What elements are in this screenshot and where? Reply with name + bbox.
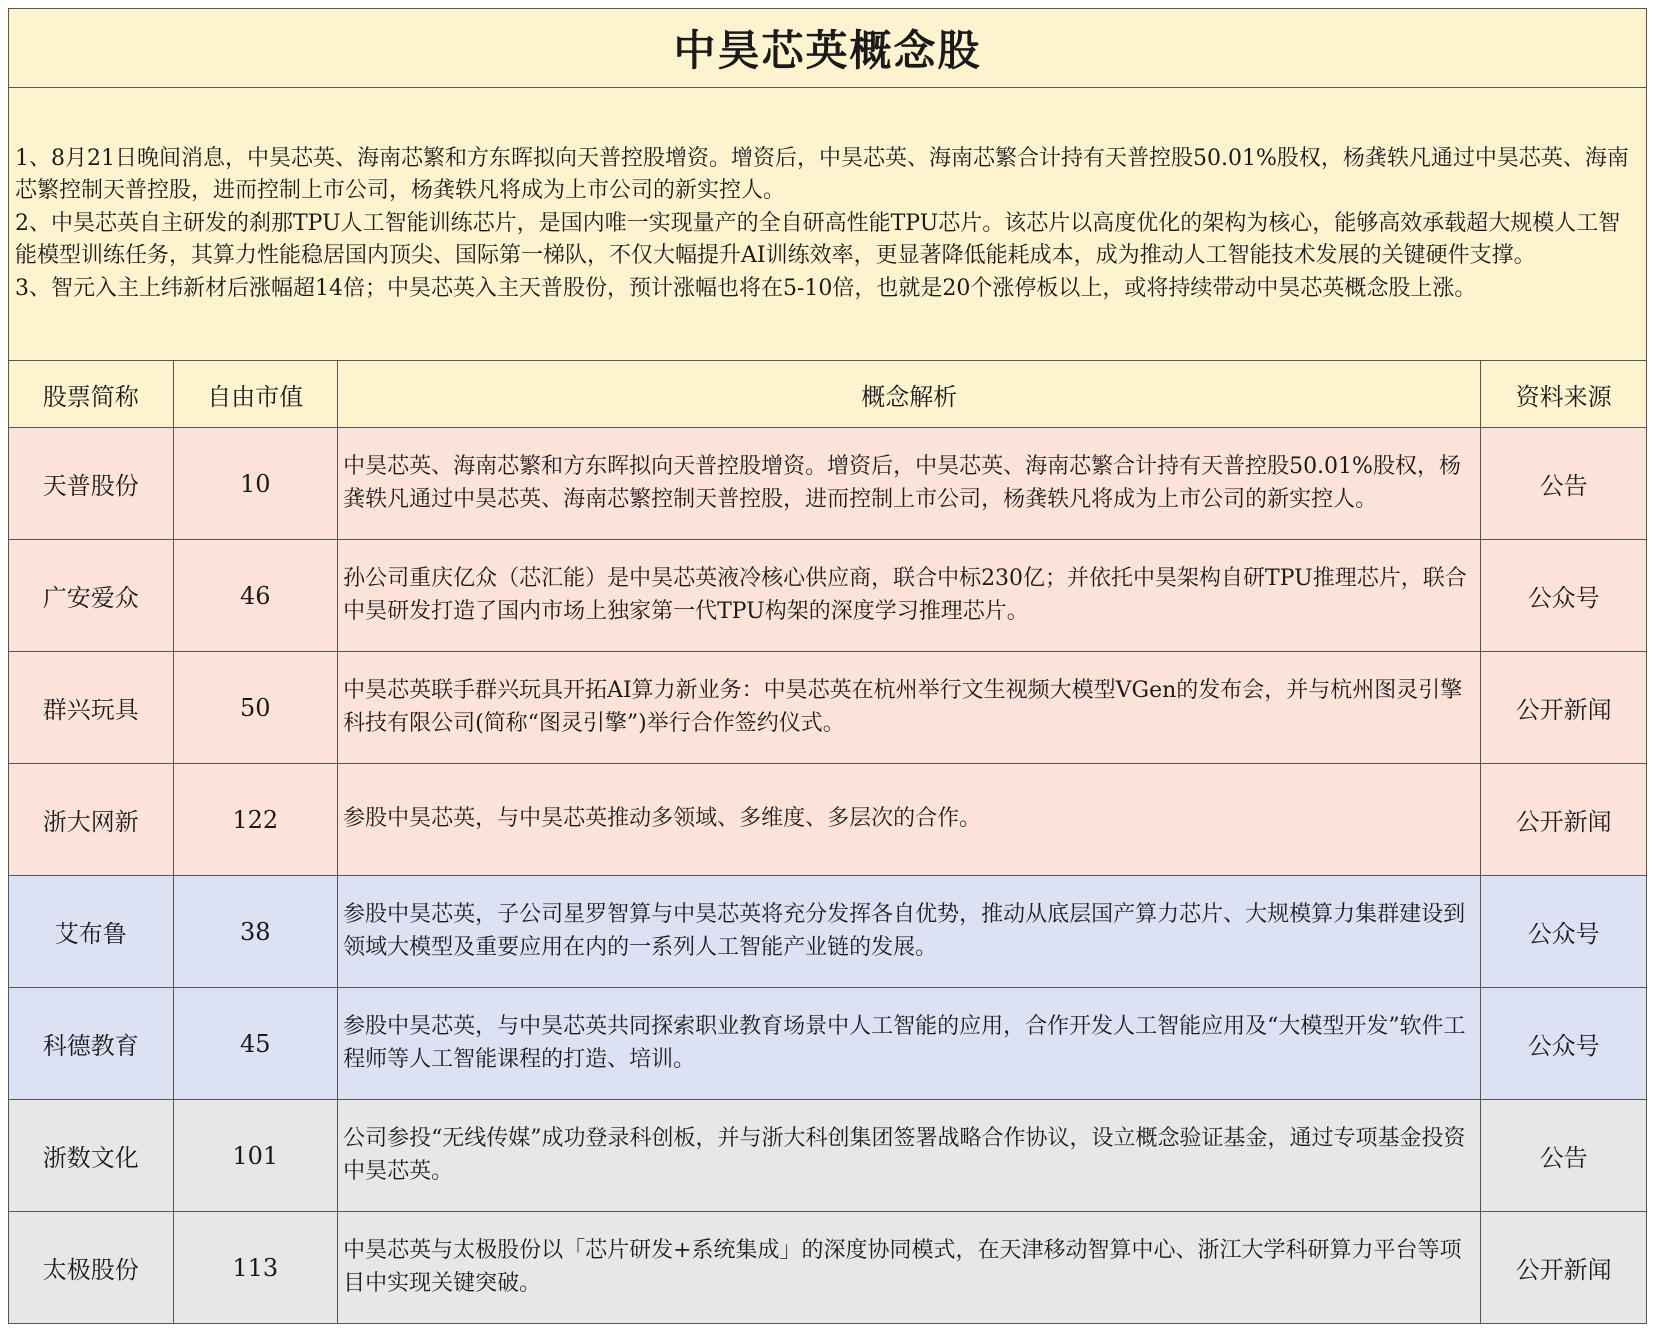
concept-analysis: 参股中昊芯英，与中昊芯英推动多领域、多维度、多层次的合作。 xyxy=(338,764,1481,876)
source: 公开新闻 xyxy=(1481,652,1647,764)
stock-name: 浙数文化 xyxy=(9,1100,174,1212)
stock-name: 群兴玩具 xyxy=(9,652,174,764)
table-row xyxy=(9,652,1647,764)
source: 公告 xyxy=(1481,428,1647,540)
table-header-row xyxy=(9,361,1647,428)
market-value: 50 xyxy=(173,652,338,764)
intro-point-3: 3、智元入主上纬新材后涨幅超14倍；中昊芯英入主天普股份，预计涨幅也将在5-10倍，也就是20个涨停板以上，或将持续带动中昊芯英概念股上涨。 xyxy=(15,275,1477,301)
table-row xyxy=(9,876,1647,988)
concept-stock-table xyxy=(8,8,1647,1324)
table-row xyxy=(9,1212,1647,1324)
table-row xyxy=(9,428,1647,540)
header-source: 资料来源 xyxy=(1481,361,1647,428)
concept-stock-sheet xyxy=(8,8,1647,1323)
intro-summary xyxy=(9,88,1647,361)
table-row xyxy=(9,988,1647,1100)
stock-name: 科德教育 xyxy=(9,988,174,1100)
table-row xyxy=(9,540,1647,652)
market-value: 46 xyxy=(173,540,338,652)
intro-point-1: 1、8月21日晚间消息，中昊芯英、海南芯繁和方东晖拟向天普控股增资。增资后，中昊芯英、海南芯繁合计持有天普控股50.01%股权，杨龚轶凡通过中昊芯英、海南芯繁控制天普控股，进而控制上市公司，杨龚轶凡将成为上市公司的新实控人。 xyxy=(15,145,1629,204)
concept-analysis: 参股中昊芯英，子公司星罗智算与中昊芯英将充分发挥各自优势，推动从底层国产算力芯片、大规模算力集群建设到领域大模型及重要应用在内的一系列人工智能产业链的发展。 xyxy=(338,876,1481,988)
source: 公众号 xyxy=(1481,988,1647,1100)
source: 公告 xyxy=(1481,1100,1647,1212)
header-concept-analysis: 概念解析 xyxy=(338,361,1481,428)
market-value: 45 xyxy=(173,988,338,1100)
source: 公开新闻 xyxy=(1481,1212,1647,1324)
market-value: 10 xyxy=(173,428,338,540)
stock-name: 广安爱众 xyxy=(9,540,174,652)
concept-analysis: 中昊芯英联手群兴玩具开拓AI算力新业务：中昊芯英在杭州举行文生视频大模型VGen的发布会，并与杭州图灵引擎科技有限公司(简称“图灵引擎”)举行合作签约仪式。 xyxy=(338,652,1481,764)
market-value: 38 xyxy=(173,876,338,988)
stock-name: 太极股份 xyxy=(9,1212,174,1324)
market-value: 122 xyxy=(173,764,338,876)
concept-analysis: 公司参投“无线传媒”成功登录科创板，并与浙大科创集团签署战略合作协议，设立概念验证基金，通过专项基金投资中昊芯英。 xyxy=(338,1100,1481,1212)
table-row xyxy=(9,764,1647,876)
sheet-title: 中昊芯英概念股 xyxy=(9,9,1647,88)
table-row xyxy=(9,1100,1647,1212)
intro-point-2: 2、中昊芯英自主研发的刹那TPU人工智能训练芯片，是国内唯一实现量产的全自研高性能TPU芯片。该芯片以高度优化的架构为核心，能够高效承载超大规模人工智能模型训练任务，其算力性能稳居国内顶尖、国际第一梯队，不仅大幅提升AI训练效率，更显著降低能耗成本，成为推动人工智能技术发展的关键硬件支撑。 xyxy=(15,210,1621,269)
stock-name: 天普股份 xyxy=(9,428,174,540)
source: 公开新闻 xyxy=(1481,764,1647,876)
concept-analysis: 参股中昊芯英，与中昊芯英共同探索职业教育场景中人工智能的应用，合作开发人工智能应用及“大模型开发”软件工程师等人工智能课程的打造、培训。 xyxy=(338,988,1481,1100)
header-market-value: 自由市值 xyxy=(173,361,338,428)
source: 公众号 xyxy=(1481,540,1647,652)
stock-name: 浙大网新 xyxy=(9,764,174,876)
concept-analysis: 中昊芯英、海南芯繁和方东晖拟向天普控股增资。增资后，中昊芯英、海南芯繁合计持有天普控股50.01%股权，杨龚轶凡通过中昊芯英、海南芯繁控制天普控股，进而控制上市公司，杨龚轶凡将成为上市公司的新实控人。 xyxy=(338,428,1481,540)
header-stock-name: 股票简称 xyxy=(9,361,174,428)
source: 公众号 xyxy=(1481,876,1647,988)
market-value: 113 xyxy=(173,1212,338,1324)
concept-analysis: 中昊芯英与太极股份以「芯片研发+系统集成」的深度协同模式，在天津移动智算中心、浙江大学科研算力平台等项目中实现关键突破。 xyxy=(338,1212,1481,1324)
market-value: 101 xyxy=(173,1100,338,1212)
concept-analysis: 孙公司重庆亿众（芯汇能）是中昊芯英液冷核心供应商，联合中标230亿；并依托中昊架构自研TPU推理芯片，联合中昊研发打造了国内市场上独家第一代TPU构架的深度学习推理芯片。 xyxy=(338,540,1481,652)
stock-name: 艾布鲁 xyxy=(9,876,174,988)
